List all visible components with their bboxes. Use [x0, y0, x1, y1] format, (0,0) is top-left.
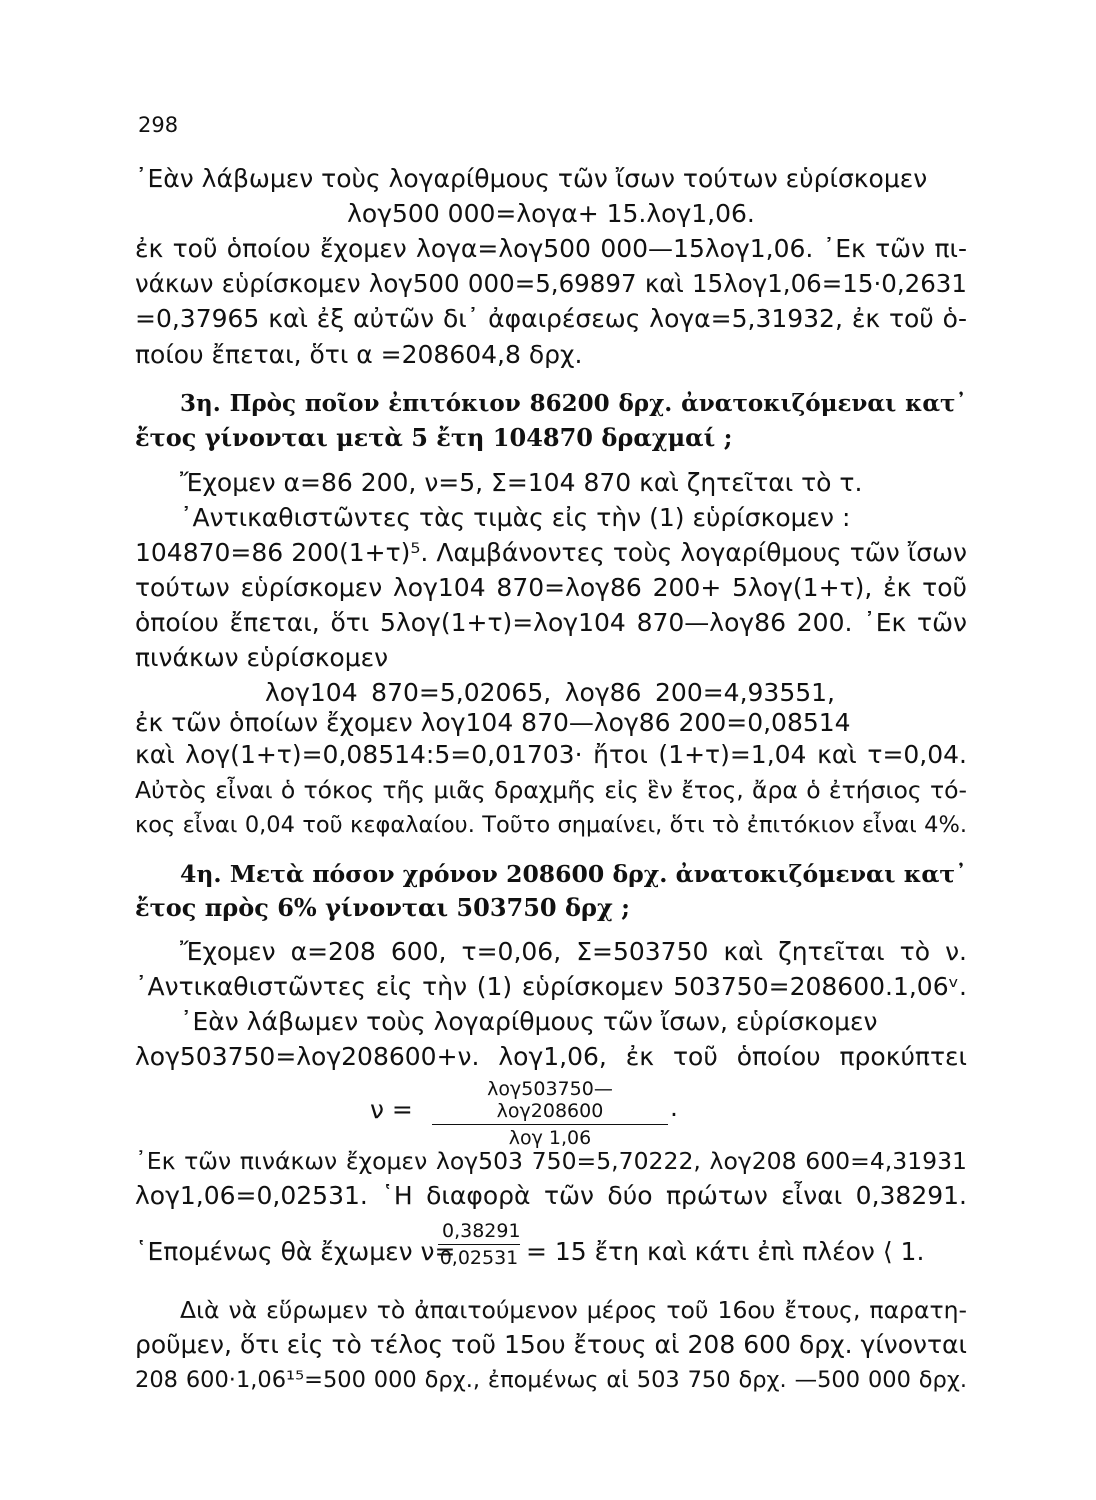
text-line: πινάκων εὑρίσκομεν: [135, 643, 389, 672]
page-number: 298: [138, 113, 179, 137]
text-line: Ἔχομεν α=208 600, τ=0,06, Σ=503750 καὶ ζητεῖται τὸ ν.: [180, 937, 967, 966]
equation-lead: ῾Επομένως θὰ ἔχωμεν ν=: [135, 1237, 456, 1266]
fraction-denominator: λογ 1,06: [508, 1127, 592, 1149]
text-line: ἐκ τοῦ ὁποίου ἔχομεν λογα=λογ500 000—15λογ1,06. ᾿Εκ τῶν πι-: [135, 234, 967, 263]
text-line: 104870=86 200(1+τ)⁵. Λαμβάνοντες τοὺς λογαρίθμους τῶν ἴσων: [135, 538, 967, 567]
equation-punctuation: .: [670, 1093, 678, 1122]
text-line: καὶ λογ(1+τ)=0,08514:5=0,01703· ἤτοι (1+τ)=1,04 καὶ τ=0,04.: [135, 740, 967, 769]
text-line: ἐκ τῶν ὁποίων ἔχομεν λογ104 870—λογ86 200=0,08514: [135, 708, 851, 737]
equation-line: λογ500 000=λογα+ 15.λογ1,06.: [347, 199, 755, 228]
fraction-numerator: 0,38291: [438, 1220, 520, 1245]
equation-result: = 15 ἔτη καὶ κάτι ἐπὶ πλέον ⟨ 1.: [526, 1237, 925, 1266]
text-line: κος εἶναι 0,04 τοῦ κεφαλαίου. Τοῦτο σημαίνει, ὅτι τὸ ἐπιτόκιον εἶναι 4%.: [135, 812, 967, 838]
text-line: ᾿Εὰν λάβωμεν τοὺς λογαρίθμους τῶν ἴσων τούτων εὑρίσκομεν: [135, 164, 928, 193]
equation-line: λογ104 870=5,02065, λογ86 200=4,93551,: [265, 678, 835, 707]
problem-heading: ἔτος γίνονται μετὰ 5 ἔτη 104870 δραχμαί ;: [135, 423, 733, 452]
text-line: ροῦμεν, ὅτι εἰς τὸ τέλος τοῦ 15ου ἔτους αἱ 208 600 δρχ. γίνονται: [135, 1330, 967, 1359]
equation-lhs: ν =: [370, 1095, 413, 1124]
text-line: Αὐτὸς εἶναι ὁ τόκος τῆς μιᾶς δραχμῆς εἰς ἓν ἔτος, ἄρα ὁ ἐτήσιος τό-: [135, 776, 967, 804]
text-line: τούτων εὑρίσκομεν λογ104 870=λογ86 200+ 5λογ(1+τ), ἐκ τοῦ: [135, 573, 967, 602]
text-line: ᾿Εκ τῶν πινάκων ἔχομεν λογ503 750=5,70222, λογ208 600=4,31931: [135, 1147, 967, 1175]
text-line: ᾿Αντικαθιστῶντες εἰς τὴν (1) εὑρίσκομεν 503750=208600.1,06ᵛ.: [135, 972, 967, 1001]
problem-heading: 4η. Μετὰ πόσον χρόνον 208600 δρχ. ἀνατοκιζόμεναι κατ᾿: [180, 860, 967, 888]
text-line: νάκων εὑρίσκομεν λογ500 000=5,69897 καὶ 15λογ1,06=15·0,2631: [135, 269, 967, 298]
text-line: ᾿Αντικαθιστῶντες τὰς τιμὰς εἰς τὴν (1) εὑρίσκομεν :: [180, 503, 851, 532]
text-line: ποίου ἔπεται, ὅτι α =208604,8 δρχ.: [135, 340, 583, 369]
fraction: [432, 1078, 668, 1149]
fraction-numerator: λογ503750—λογ208600: [432, 1078, 668, 1125]
text-line: Ἔχομεν α=86 200, ν=5, Σ=104 870 καὶ ζητεῖται τὸ τ.: [180, 468, 863, 497]
problem-heading: 3η. Πρὸς ποῖον ἐπιτόκιον 86200 δρχ. ἀνατοκιζόμεναι κατ᾿: [180, 390, 967, 417]
text-line: ὁποίου ἔπεται, ὅτι 5λογ(1+τ)=λογ104 870—λογ86 200. ᾿Εκ τῶν: [135, 608, 967, 637]
text-line: Διὰ νὰ εὕρωμεν τὸ ἀπαιτούμενον μέρος τοῦ 16ου ἔτους, παρατη-: [180, 1296, 967, 1324]
text-line: λογ1,06=0,02531. ῾Η διαφορὰ τῶν δύο πρώτων εἶναι 0,38291.: [135, 1181, 967, 1210]
text-line: =0,37965 καὶ ἐξ αὐτῶν δι᾿ ἀφαιρέσεως λογα=5,31932, ἐκ τοῦ ὁ-: [135, 304, 967, 333]
problem-heading: ἔτος πρὸς 6% γίνονται 503750 δρχ ;: [135, 893, 630, 922]
text-line: 208 600·1,06¹⁵=500 000 δρχ., ἐπομένως αἱ 503 750 δρχ. —500 000 δρχ.: [135, 1367, 967, 1393]
fraction: [438, 1220, 520, 1269]
text-line: ᾿Εὰν λάβωμεν τοὺς λογαρίθμους τῶν ἴσων, εὑρίσκομεν: [180, 1007, 878, 1036]
text-line: λογ503750=λογ208600+ν. λογ1,06, ἐκ τοῦ ὁποίου προκύπτει: [135, 1042, 967, 1071]
fraction-denominator: 0,02531: [439, 1247, 519, 1269]
